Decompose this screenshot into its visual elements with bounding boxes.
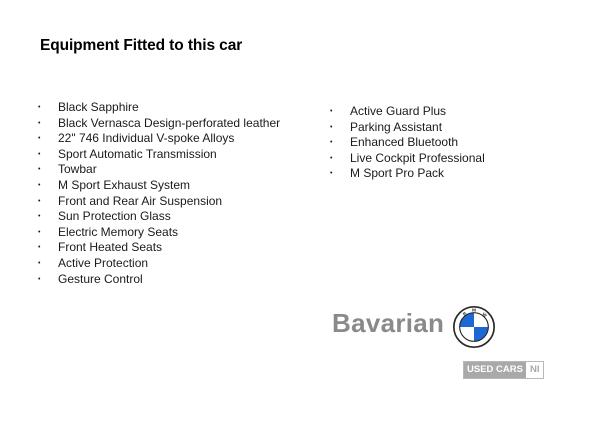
equipment-item: [330, 104, 570, 120]
equipment-item-label: M Sport Pro Pack: [350, 166, 445, 181]
bmw-letter-w: W: [481, 311, 488, 319]
equipment-item-label: Sun Protection Glass: [58, 209, 171, 224]
equipment-item-label: M Sport Exhaust System: [58, 177, 191, 192]
bullet-icon: •: [38, 166, 41, 174]
equipment-item-label: Active Guard Plus: [350, 104, 447, 118]
equipment-item-label: Sport Automatic Transmission: [58, 146, 217, 161]
equipment-item: [38, 209, 298, 225]
equipment-item-label: Black Sapphire: [58, 100, 139, 114]
bullet-icon: •: [38, 228, 41, 236]
equipment-item: [38, 131, 298, 147]
bullet-icon: •: [330, 154, 333, 162]
bullet-icon: •: [38, 197, 41, 205]
equipment-item: [38, 272, 298, 288]
bullet-icon: •: [38, 244, 41, 252]
equipment-item: [330, 151, 570, 167]
equipment-item: [38, 116, 298, 132]
bullet-icon: •: [38, 259, 41, 267]
equipment-list-right: [330, 104, 570, 182]
bmw-letter-m: M: [472, 307, 476, 313]
badge-region-label: NI: [526, 362, 544, 378]
bullet-icon: •: [38, 213, 41, 221]
equipment-item: [38, 225, 298, 241]
equipment-item-label: Black Vernasca Design-perforated leather: [58, 115, 281, 130]
equipment-item: [38, 256, 298, 272]
equipment-item: [330, 135, 570, 151]
dealer-logo: [332, 306, 497, 350]
equipment-item-label: Active Protection: [58, 255, 149, 270]
page-title: Equipment Fitted to this car: [40, 37, 243, 54]
equipment-item: [38, 240, 298, 256]
equipment-item-label: Parking Assistant: [350, 119, 443, 134]
equipment-item: [38, 194, 298, 210]
badge-used-cars-label: USED CARS: [464, 362, 526, 378]
equipment-item-label: Towbar: [58, 162, 97, 177]
bullet-icon: •: [38, 135, 41, 143]
equipment-item-label: Gesture Control: [58, 271, 143, 286]
bullet-icon: •: [38, 119, 41, 127]
equipment-item-label: Electric Memory Seats: [58, 224, 179, 239]
bullet-icon: •: [38, 181, 41, 189]
equipment-item: [330, 166, 570, 182]
equipment-item: [38, 178, 298, 194]
bullet-icon: •: [330, 123, 333, 131]
equipment-item: [38, 162, 298, 178]
equipment-item-label: Front and Rear Air Suspension: [58, 193, 223, 208]
bullet-icon: •: [38, 275, 41, 283]
bullet-icon: •: [330, 139, 333, 147]
equipment-list-left: [38, 100, 298, 287]
dealer-wordmark: Bavarian: [332, 308, 445, 338]
bullet-icon: •: [330, 108, 333, 115]
equipment-item: [38, 147, 298, 163]
bmw-letter-b: B: [461, 310, 468, 317]
bmw-roundel-icon: [453, 306, 495, 348]
equipment-item-label: Enhanced Bluetooth: [350, 135, 459, 150]
equipment-item-label: Front Heated Seats: [58, 240, 163, 255]
equipment-item-label: Live Cockpit Professional: [350, 150, 485, 165]
equipment-item-label: 22" 746 Individual V-spoke Alloys: [58, 131, 235, 146]
bullet-icon: •: [330, 170, 333, 178]
bullet-icon: •: [38, 104, 41, 111]
equipment-item: [38, 100, 298, 116]
used-cars-badge: [463, 361, 544, 379]
equipment-item: [330, 120, 570, 136]
bullet-icon: •: [38, 150, 41, 158]
